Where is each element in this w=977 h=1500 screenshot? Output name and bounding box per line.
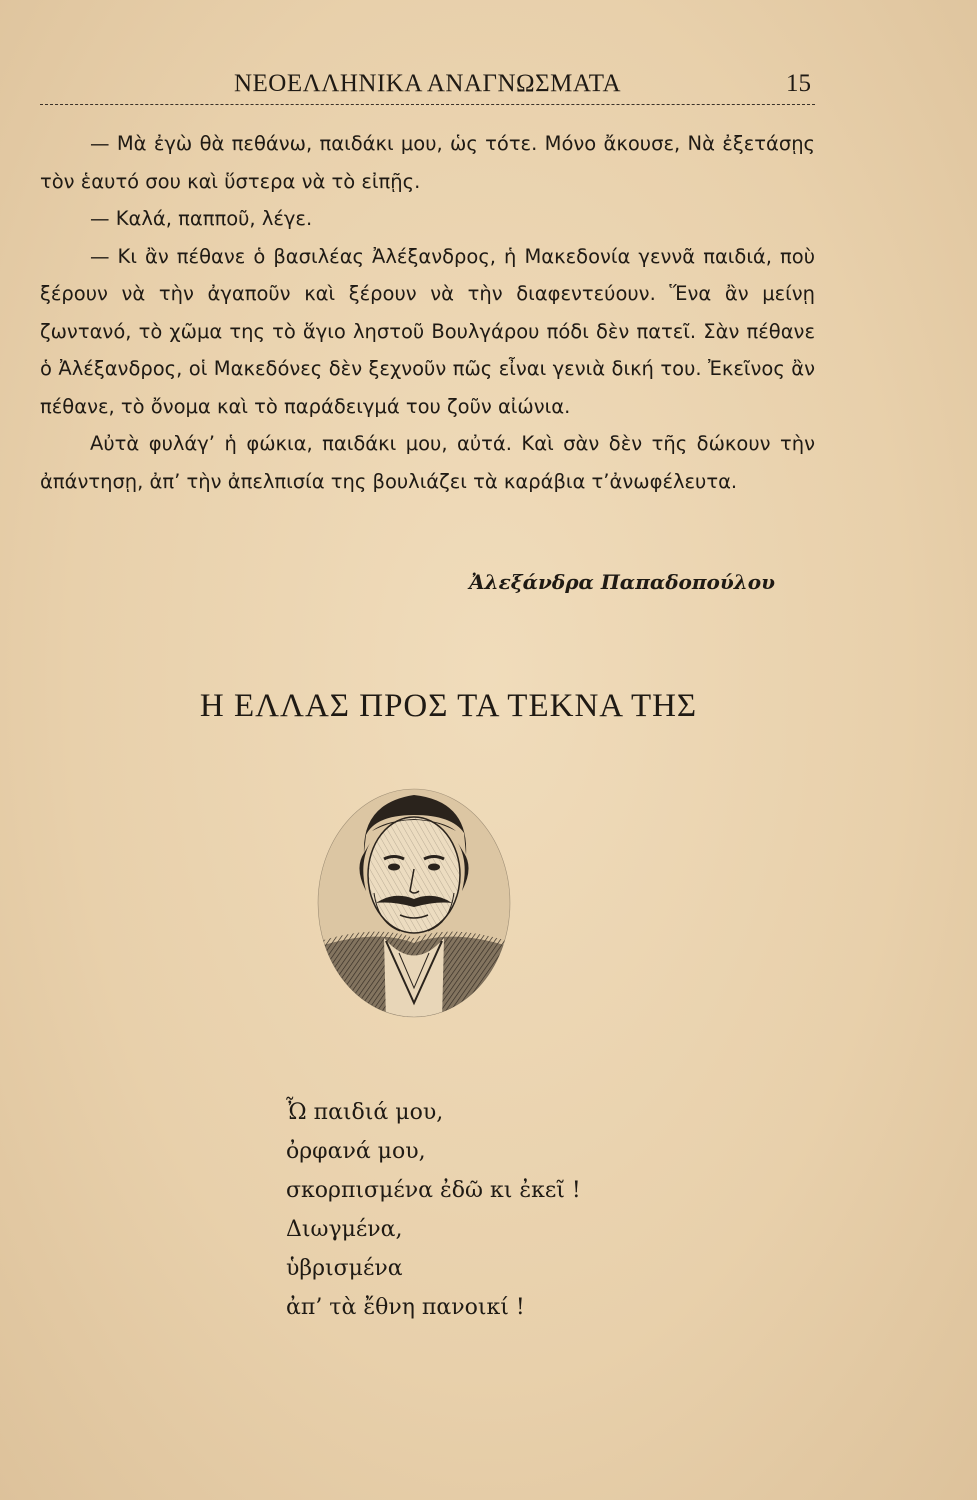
paragraph: — Κι ἂν πέθανε ὁ βασιλέας Ἀλέξανδρος, ἡ Μακεδονία γεννᾶ παιδιά, ποὺ ξέρουν νὰ τὴν ἀγαποῦν καὶ ξέρουν νὰ τὴν διαφεντεύουν. Ἕνα ἂν μείνῃ ζωντανό, τὸ χῶμα της τὸ ἅγιο ληστοῦ Βουλγάρου πόδι δὲν πατεῖ. Σὰν πέθανε ὁ Ἀλέξανδρος, οἱ Μακεδόνες δὲν ξεχνοῦν πῶς εἶναι γενιὰ δική του. Ἐκεῖνος ἂν πέθανε, τὸ ὄνομα καὶ τὸ παράδειγμά του ζοῦν αἰώνια. <box>40 244 815 418</box>
engraved-portrait-icon <box>314 773 514 1021</box>
paragraph: — Καλά, παπποῦ, λέγε. <box>90 207 313 230</box>
poem-line: ἀπ’ τὰ ἔθνη πανοικί ! <box>286 1295 525 1320</box>
section-title: Η ΕΛΛΑΣ ΠΡΟΣ ΤΑ ΤΕΚΝΑ ΤΗΣ <box>199 688 698 724</box>
paragraph: — Μὰ ἐγὼ θὰ πεθάνω, παιδάκι μου, ὡς τότε. Μόνο ἄκουσε, Νὰ ἐξετάσῃς τὸν ἑαυτό σου καὶ ὕστερα νὰ τὸ εἰπῇς. <box>40 132 815 193</box>
poem-line: ὀρφανά μου, <box>286 1139 426 1164</box>
page-header <box>40 64 815 108</box>
poem-line: σκορπισμένα ἐδῶ κι ἐκεῖ ! <box>286 1178 581 1203</box>
author-signature: Ἀλεξάνδρα Παπαδοπούλου <box>469 570 775 594</box>
poem <box>286 1093 581 1327</box>
paragraph: Αὐτὰ φυλάγ’ ἡ φώκια, παιδάκι μου, αὐτά. Καὶ σὰν δὲν τῆς δώκουν τὴν ἀπάντησῃ, ἀπ’ τὴν ἀπελπισία της βουλιάζει τὰ καράβια τ’ἀνωφέλευτα. <box>40 432 815 493</box>
poem-line: Διωγμένα, <box>286 1217 403 1242</box>
poem-line: Ὦ παιδιά μου, <box>286 1100 444 1125</box>
header-rule <box>40 104 815 105</box>
story-ending <box>40 125 815 500</box>
page-number: 15 <box>786 70 811 97</box>
running-title: ΝΕΟΕΛΛΗΝΙΚΑ ΑΝΑΓΝΩΣΜΑΤΑ <box>233 70 622 97</box>
poem-line: ὑβρισμένα <box>286 1256 403 1281</box>
